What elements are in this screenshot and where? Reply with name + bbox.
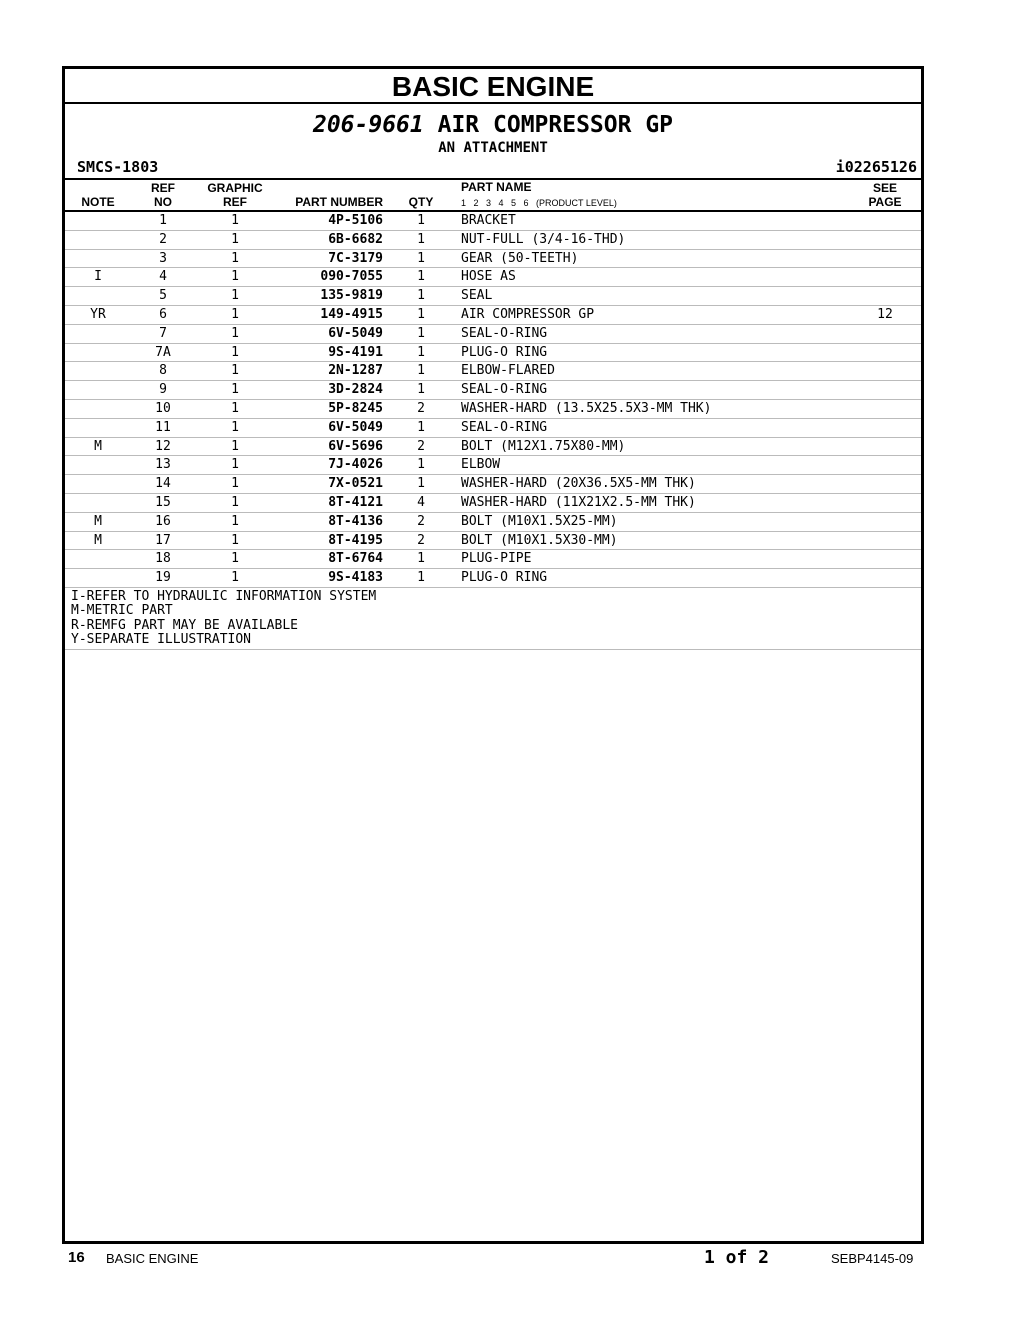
code-bar	[65, 156, 921, 180]
parts-page-frame	[62, 66, 924, 1244]
header-part-number: PART NUMBER	[295, 195, 383, 209]
ref-no-cell: 18	[155, 551, 171, 567]
table-row	[65, 400, 921, 419]
graphic-ref-cell: 1	[231, 269, 239, 285]
qty-cell: 1	[417, 213, 425, 228]
graphic-ref-cell: 1	[231, 570, 239, 586]
part-number-cell: 4P-5106	[328, 213, 383, 228]
page-footer	[0, 1246, 1020, 1272]
note-line: I-REFER TO HYDRAULIC INFORMATION SYSTEM	[71, 588, 377, 604]
section-title: BASIC ENGINE	[65, 69, 921, 104]
table-row	[65, 513, 921, 532]
qty-cell: 1	[417, 288, 425, 304]
group-subtitle: AN ATTACHMENT	[438, 140, 548, 156]
group-title	[65, 111, 921, 139]
part-name-cell: BOLT (M10X1.5X25-MM)	[461, 513, 618, 529]
graphic-ref-cell: 1	[231, 213, 239, 228]
table-row	[65, 569, 921, 588]
qty-cell: 1	[417, 344, 425, 360]
graphic-ref-cell: 1	[231, 231, 239, 247]
notes-legend	[65, 588, 921, 650]
header-see-bottom: PAGE	[868, 195, 902, 209]
graphic-ref-cell: 1	[231, 513, 239, 529]
graphic-ref-cell: 1	[231, 476, 239, 492]
part-number-cell: 6B-6682	[328, 231, 383, 247]
part-number-cell: 5P-8245	[328, 400, 383, 416]
table-row	[65, 456, 921, 475]
ref-no-cell: 5	[159, 288, 167, 304]
document-id: SEBP4145-09	[831, 1251, 914, 1266]
part-name-cell: HOSE AS	[461, 269, 516, 285]
note-cell: I	[94, 269, 102, 285]
part-name-cell: AIR COMPRESSOR GP	[461, 306, 595, 322]
graphic-ref-cell: 1	[231, 325, 239, 341]
part-number-cell: 8T-6764	[328, 551, 383, 567]
qty-cell: 1	[417, 419, 425, 435]
table-row	[65, 438, 921, 457]
header-ref-top: REF	[151, 181, 175, 195]
part-number-cell: 3D-2824	[328, 382, 383, 398]
header-product-levels: 1 2 3 4 5 6 (PRODUCT LEVEL)	[461, 198, 617, 208]
ref-no-cell: 17	[155, 532, 171, 548]
ref-no-cell: 2	[159, 231, 167, 247]
qty-cell: 1	[417, 250, 425, 266]
qty-cell: 1	[417, 476, 425, 492]
note-line: Y-SEPARATE ILLUSTRATION	[71, 632, 252, 648]
qty-cell: 1	[417, 306, 425, 322]
table-row	[65, 306, 921, 325]
table-row	[65, 212, 921, 231]
part-name-cell: WASHER-HARD (11X21X2.5-MM THK)	[461, 494, 696, 510]
graphic-ref-cell: 1	[231, 419, 239, 435]
part-number-cell: 149-4915	[320, 306, 383, 322]
group-number: 206-9661	[312, 112, 424, 138]
part-name-cell: BOLT (M12X1.75X80-MM)	[461, 438, 626, 454]
graphic-ref-cell: 1	[231, 344, 239, 360]
qty-cell: 2	[417, 438, 425, 454]
qty-cell: 1	[417, 231, 425, 247]
smcs-code: SMCS-1803	[77, 158, 159, 176]
ref-no-cell: 6	[159, 306, 167, 322]
note-line: R-REMFG PART MAY BE AVAILABLE	[71, 617, 298, 633]
table-row	[65, 231, 921, 250]
qty-cell: 2	[417, 532, 425, 548]
ref-no-cell: 12	[155, 438, 171, 454]
part-name-cell: SEAL-O-RING	[461, 419, 548, 435]
qty-cell: 1	[417, 325, 425, 341]
part-number-cell: 090-7055	[320, 269, 383, 285]
part-name-cell: BRACKET	[461, 213, 516, 228]
part-number-cell: 6V-5049	[328, 325, 383, 341]
qty-cell: 2	[417, 513, 425, 529]
graphic-ref-cell: 1	[231, 382, 239, 398]
ref-no-cell: 7	[159, 325, 167, 341]
table-row	[65, 250, 921, 269]
qty-cell: 1	[417, 269, 425, 285]
table-row	[65, 550, 921, 569]
part-name-cell: SEAL-O-RING	[461, 382, 548, 398]
part-number-cell: 2N-1287	[328, 363, 383, 379]
part-number-cell: 135-9819	[320, 288, 383, 304]
qty-cell: 1	[417, 382, 425, 398]
table-row	[65, 475, 921, 494]
graphic-ref-cell: 1	[231, 400, 239, 416]
table-row	[65, 325, 921, 344]
part-number-cell: 8T-4195	[328, 532, 383, 548]
header-see-top: SEE	[872, 181, 897, 195]
ref-no-cell: 14	[155, 476, 171, 492]
graphic-ref-cell: 1	[231, 250, 239, 266]
graphic-ref-cell: 1	[231, 288, 239, 304]
ref-no-cell: 7A	[155, 344, 171, 360]
part-name-cell: ELBOW	[461, 457, 501, 473]
part-number-cell: 9S-4183	[328, 570, 383, 586]
part-name-cell: SEAL-O-RING	[461, 325, 548, 341]
header-part-name: PART NAME	[461, 180, 532, 194]
qty-cell: 1	[417, 363, 425, 379]
info-reference: i02265126	[835, 158, 917, 176]
part-number-cell: 6V-5049	[328, 419, 383, 435]
graphic-ref-cell: 1	[231, 532, 239, 548]
part-name-cell: PLUG-O RING	[461, 570, 548, 586]
part-number-cell: 7J-4026	[328, 457, 383, 473]
ref-no-cell: 13	[155, 457, 171, 473]
part-number-cell: 9S-4191	[328, 344, 383, 360]
part-number-cell: 8T-4121	[328, 494, 383, 510]
part-name-cell: ELBOW-FLARED	[461, 363, 555, 379]
part-name-cell: NUT-FULL (3/4-16-THD)	[461, 231, 626, 247]
note-cell: M	[94, 513, 102, 529]
footer-section: BASIC ENGINE	[106, 1251, 199, 1266]
ref-no-cell: 19	[155, 570, 171, 586]
qty-cell: 1	[417, 570, 425, 586]
header-note: NOTE	[81, 195, 115, 209]
header-graphic-bottom: REF	[223, 195, 247, 209]
table-row	[65, 419, 921, 438]
header-qty: QTY	[408, 195, 434, 209]
ref-no-cell: 8	[159, 363, 167, 379]
page-of: 1 of 2	[704, 1247, 770, 1268]
graphic-ref-cell: 1	[231, 551, 239, 567]
graphic-ref-cell: 1	[231, 457, 239, 473]
part-name-cell: SEAL	[461, 288, 493, 304]
table-row	[65, 344, 921, 363]
graphic-ref-cell: 1	[231, 363, 239, 379]
ref-no-cell: 4	[159, 269, 167, 285]
table-header	[65, 180, 921, 212]
part-number-cell: 6V-5696	[328, 438, 383, 454]
part-name-cell: BOLT (M10X1.5X30-MM)	[461, 532, 618, 548]
note-cell: M	[94, 438, 102, 454]
qty-cell: 1	[417, 551, 425, 567]
part-name-cell: PLUG-O RING	[461, 344, 548, 360]
see-page-cell: 12	[877, 306, 893, 322]
note-line: M-METRIC PART	[71, 603, 173, 619]
graphic-ref-cell: 1	[231, 494, 239, 510]
group-name: AIR COMPRESSOR GP	[437, 112, 674, 138]
table-row	[65, 532, 921, 551]
qty-cell: 1	[417, 457, 425, 473]
ref-no-cell: 10	[155, 400, 171, 416]
page-number: 16	[68, 1249, 85, 1266]
ref-no-cell: 15	[155, 494, 171, 510]
ref-no-cell: 11	[155, 419, 171, 435]
ref-no-cell: 3	[159, 250, 167, 266]
header-ref-bottom: NO	[154, 195, 172, 209]
parts-list	[65, 212, 921, 588]
note-cell: M	[94, 532, 102, 548]
table-row	[65, 494, 921, 513]
part-name-cell: WASHER-HARD (20X36.5X5-MM THK)	[461, 476, 696, 492]
graphic-ref-cell: 1	[231, 438, 239, 454]
qty-cell: 4	[417, 494, 425, 510]
part-name-cell: GEAR (50-TEETH)	[461, 250, 579, 266]
ref-no-cell: 16	[155, 513, 171, 529]
part-number-cell: 7X-0521	[328, 476, 383, 492]
part-name-cell: PLUG-PIPE	[461, 551, 532, 567]
header-graphic-top: GRAPHIC	[207, 181, 263, 195]
qty-cell: 2	[417, 400, 425, 416]
ref-no-cell: 9	[159, 382, 167, 398]
table-row	[65, 362, 921, 381]
part-number-cell: 8T-4136	[328, 513, 383, 529]
ref-no-cell: 1	[159, 213, 167, 228]
part-number-cell: 7C-3179	[328, 250, 383, 266]
table-row	[65, 268, 921, 287]
table-row	[65, 381, 921, 400]
table-row	[65, 287, 921, 306]
note-cell: YR	[90, 306, 106, 322]
graphic-ref-cell: 1	[231, 306, 239, 322]
part-name-cell: WASHER-HARD (13.5X25.5X3-MM THK)	[461, 400, 712, 416]
